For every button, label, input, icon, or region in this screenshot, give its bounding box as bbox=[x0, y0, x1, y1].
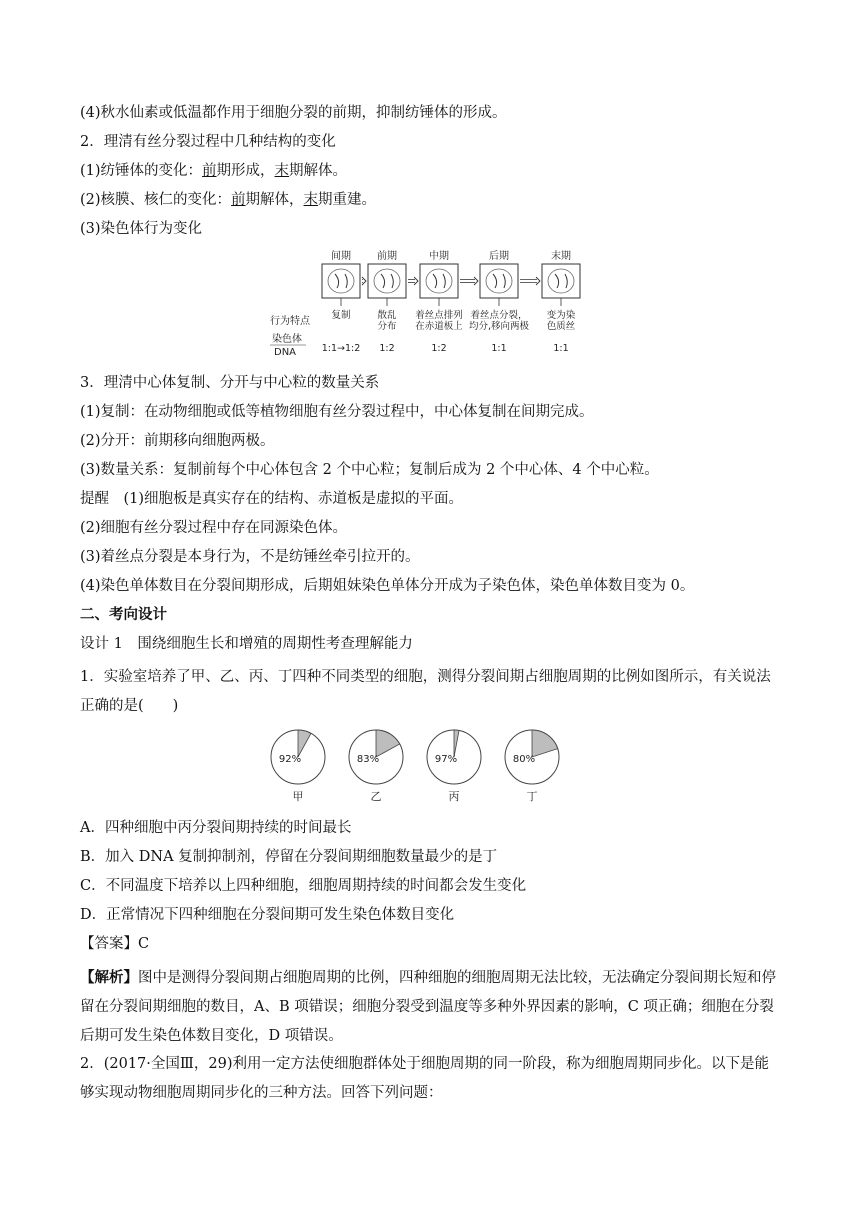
row-label-chromosome: 染色体 bbox=[272, 334, 302, 345]
behavior-text: 分布 bbox=[377, 321, 397, 332]
option-b: B．加入 DNA 复制抑制剂，停留在分裂间期细胞数量最少的是丁 bbox=[80, 849, 498, 865]
text-line: (2)分开：前期移向细胞两极。 bbox=[80, 433, 275, 449]
text-line bbox=[80, 161, 347, 181]
arrow-head bbox=[414, 277, 418, 285]
ratio-text: 1:1 bbox=[491, 343, 507, 354]
cell-outline bbox=[486, 269, 512, 293]
option-c: C．不同温度下培养以上四种细胞，细胞周期持续的时间都会发生变化 bbox=[80, 878, 527, 894]
pie-label: 丁 bbox=[526, 790, 538, 803]
explanation-text: 图中是测得分裂间期占细胞周期的比例，四种细胞的细胞周期无法比较，无法确定分裂间期长短和停留在分裂间期细胞的数目，A、B 项错误；细胞分裂受到温度等多种外界因素的影响，C 项正确；细胞在分裂后期可发生染色体数目变化，D 项错误。 bbox=[80, 970, 776, 1044]
behavior-text: 色质丝 bbox=[546, 321, 576, 332]
text-line: (3)染色体行为变化 bbox=[80, 221, 203, 237]
phase-label: 后期 bbox=[489, 251, 509, 262]
section-heading: 2．理清有丝分裂过程中几种结构的变化 bbox=[80, 134, 336, 150]
text-line: (4)秋水仙素或低温都作用于细胞分裂的前期，抑制纺锤体的形成。 bbox=[80, 105, 507, 121]
text-span: 期解体， bbox=[245, 192, 304, 208]
pie-percent: 92% bbox=[278, 754, 302, 765]
text-line: (3)数量关系：复制前每个中心体包含 2 个中心粒；复制后成为 2 个中心体、4 个中心粒。 bbox=[80, 462, 659, 478]
answer: 【答案】C bbox=[80, 936, 150, 952]
text-span: 期重建。 bbox=[318, 192, 377, 208]
row-label-dna: DNA bbox=[274, 347, 297, 358]
ratio-text: 1:1 bbox=[553, 343, 569, 354]
text-line: (2)细胞有丝分裂过程中存在同源染色体。 bbox=[80, 520, 348, 536]
phase-label: 前期 bbox=[377, 251, 397, 262]
text-span: (1)纺锤体的变化： bbox=[80, 163, 203, 179]
behavior-text: 着丝点排列 bbox=[415, 310, 463, 321]
pie-label: 丙 bbox=[448, 790, 460, 803]
behavior-text: 均分,移向两极 bbox=[468, 321, 530, 332]
text-span: 期解体。 bbox=[289, 163, 348, 179]
pie-percent: 83% bbox=[356, 754, 380, 765]
phase-label: 间期 bbox=[331, 251, 351, 262]
row-label-behavior: 行为特点 bbox=[270, 316, 310, 327]
behavior-text: 复制 bbox=[331, 310, 351, 321]
section-heading: 3．理清中心体复制、分开与中心粒的数量关系 bbox=[80, 375, 380, 391]
underlined-term: 前 bbox=[231, 192, 246, 208]
underlined-term: 前 bbox=[202, 163, 217, 179]
section-heading: 二、考向设计 bbox=[80, 606, 167, 623]
cell-outline bbox=[426, 269, 452, 293]
chromosome bbox=[493, 274, 505, 288]
pie-charts bbox=[260, 724, 600, 814]
phase-label: 末期 bbox=[551, 251, 571, 262]
pie-percent: 80% bbox=[512, 754, 536, 765]
explanation bbox=[80, 963, 780, 1051]
cell-outline bbox=[548, 269, 574, 293]
mitosis-diagram bbox=[270, 248, 590, 358]
ratio-text: 1:2 bbox=[431, 343, 447, 354]
chromosome bbox=[335, 274, 347, 288]
behavior-text: 在赤道板上 bbox=[415, 321, 463, 332]
text-line: (1)复制：在动物细胞或低等植物细胞有丝分裂过程中，中心体复制在间期完成。 bbox=[80, 404, 594, 420]
chromosome bbox=[555, 274, 567, 288]
explanation-label: 【解析】 bbox=[80, 969, 138, 986]
text-span: (2)核膜、核仁的变化： bbox=[80, 192, 232, 208]
ratio-text: 1:1→1:2 bbox=[321, 343, 361, 354]
chromosome bbox=[433, 274, 445, 288]
phase-label: 中期 bbox=[429, 251, 449, 262]
cell-outline bbox=[374, 269, 400, 293]
chromosome bbox=[381, 274, 393, 288]
underlined-term: 末 bbox=[274, 163, 290, 179]
option-a: A．四种细胞中丙分裂间期持续的时间最长 bbox=[80, 820, 352, 836]
ratio-text: 1:2 bbox=[379, 343, 395, 354]
pie-label: 乙 bbox=[370, 790, 382, 803]
text-line: (4)染色单体数目在分裂间期形成，后期姐妹染色单体分开成为子染色体，染色单体数目变为 0。 bbox=[80, 578, 695, 594]
question-2: 2．(2017·全国Ⅲ，29)利用一定方法使细胞群体处于细胞周期的同一阶段，称为细胞周期同步化。以下是能够实现动物细胞周期同步化的三种方法。回答下列问题： bbox=[80, 1056, 769, 1101]
text-line bbox=[80, 190, 376, 210]
arrow-head bbox=[362, 277, 366, 285]
text-span: 期形成， bbox=[216, 163, 275, 179]
pie-label: 甲 bbox=[292, 790, 304, 803]
text-line: 设计 1 围绕细胞生长和增殖的周期性考查理解能力 bbox=[80, 636, 413, 652]
pie-percent: 97% bbox=[434, 754, 458, 765]
underlined-term: 末 bbox=[303, 192, 319, 208]
behavior-text: 着丝点分裂， bbox=[470, 310, 528, 321]
behavior-text: 散乱 bbox=[377, 310, 397, 321]
text-line: 提醒 (1)细胞板是真实存在的结构、赤道板是虚拟的平面。 bbox=[80, 491, 464, 507]
option-d: D．正常情况下四种细胞在分裂间期可发生染色体数目变化 bbox=[80, 907, 455, 923]
question-1: 1．实验室培养了甲、乙、丙、丁四种不同类型的细胞，测得分裂间期占细胞周期的比例如图所示，有关说法正确的是( ) bbox=[80, 669, 771, 714]
arrow-head bbox=[536, 277, 540, 285]
arrow-head bbox=[474, 277, 478, 285]
behavior-text: 变为染 bbox=[546, 310, 576, 321]
cell-outline bbox=[328, 269, 354, 293]
text-line: (3)着丝点分裂是本身行为，不是纺锤丝牵引拉开的。 bbox=[80, 549, 420, 565]
